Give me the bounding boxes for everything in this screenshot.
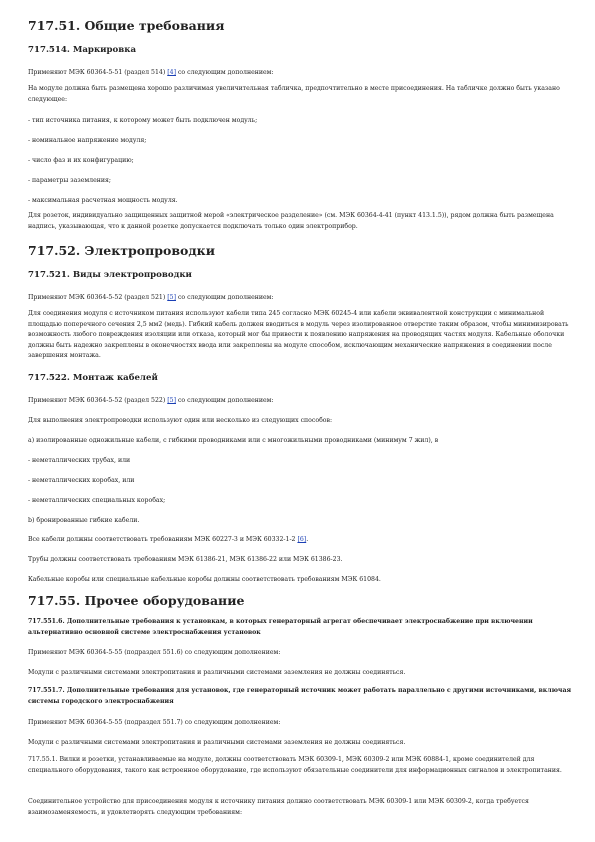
- cable-standards-suffix: .: [306, 536, 309, 543]
- connector-paragraph: Соединительное устройство для присоединения модуля к источнику питания должно соответствовать МЭК 60309-1 или МЭК 60309-2, когда требуется взаимозаменяемость, и удовлетворять следующим требованиям:: [28, 798, 529, 816]
- reference-link-5[interactable]: [5]: [167, 294, 176, 301]
- method-b: b) бронированные гибкие кабели.: [28, 517, 140, 524]
- apply-521: [28, 293, 573, 304]
- reference-link-4[interactable]: [4]: [167, 69, 176, 76]
- section-522-heading: 717.522. Монтаж кабелей: [28, 373, 158, 383]
- cable-paragraph: Для соединения модуля с источником питания используют кабели типа 245 согласно МЭК 60245-4 или кабели эквивалентной конструкции с минимальной площадью поперечного сечения 2,5 мм2 (медь). Гибкий кабель должен вводиться в модуль через изолированное отверстие таким образом, чтобы минимизировать возможность любого повреждения изоляции или отказа, который мог бы привести к появлению напряжения на проводящих частях модуля. Кабельные оболочки должны быть надежно закреплены в оконечностях ввода или закреплены на модуле способом, исключающим механические напряжения в соединении после завершения монтажа.: [28, 310, 569, 359]
- trunking-standards: Кабельные коробы или специальные кабельные коробы должны соответствовать требованиям МЭК 61084.: [28, 576, 381, 583]
- list-item: - неметаллических трубах, или: [28, 457, 131, 464]
- section-521-heading: 717.521. Виды электропроводки: [28, 270, 192, 280]
- list-item: - максимальная расчетная мощность модуля.: [28, 197, 178, 204]
- clause-551-7: 717.551.7. Дополнительные требования для установок, где генераторный источник может работать параллельно с другими источниками, включая системы городского электроснабжения: [28, 687, 572, 705]
- apply-suffix: со следующим дополнением:: [176, 294, 274, 301]
- apply-514: [28, 68, 573, 79]
- section-52-title: 717.52. Электропроводки: [28, 243, 215, 258]
- earthing-note-2: Модули с различными системами электропитания и различными системами заземления не должны соединяться.: [28, 739, 406, 746]
- list-item: - номинальное напряжение модуля;: [28, 137, 147, 144]
- apply-suffix: со следующим дополнением:: [176, 69, 274, 76]
- reference-link-6[interactable]: [6]: [297, 536, 307, 543]
- section-55-title: 717.55. Прочее оборудование: [28, 593, 245, 608]
- list-item: - тип источника питания, к которому может быть подключен модуль;: [28, 117, 258, 124]
- apply-text: Применяют МЭК 60364-5-51 (раздел 514): [28, 69, 168, 76]
- cable-standards-text: Все кабели должны соответствовать требованиям МЭК 60227-3 и МЭК 60332-1-2: [28, 536, 298, 543]
- apply-suffix: со следующим дополнением:: [176, 397, 274, 404]
- list-item: - неметаллических специальных коробах;: [28, 497, 166, 504]
- conduit-standards: Трубы должны соответствовать требованиям МЭК 61386-21, МЭК 61386-22 или МЭК 61386-23.: [28, 556, 343, 563]
- section-51-title: 717.51. Общие требования: [28, 18, 225, 33]
- section-514-heading: 717.514. Маркировка: [28, 45, 137, 55]
- apply-551-6: Применяют МЭК 60364-5-55 (подраздел 551.6) со следующим дополнением:: [28, 649, 281, 656]
- cable-standards: [28, 535, 573, 546]
- list-item: - неметаллических коробах, или: [28, 477, 135, 484]
- socket-paragraph: Для розеток, индивидуально защищенных защитной мерой «электрическое разделение» (см. МЭК 60364-4-41 (пункт 413.1.5)), рядом должна быть размещена надпись, указывающая, что к данной розетке допускается подключать только один электроприбор.: [28, 212, 554, 230]
- wiring-methods-intro: Для выполнения электропроводки используют один или несколько из следующих способов:: [28, 417, 333, 424]
- marking-paragraph: На модуле должна быть размещена хорошо различимая увеличительная табличка, предпочтительно в месте присоединения. На табличке должно быть указано следующее:: [28, 85, 560, 103]
- reference-link-5[interactable]: [5]: [167, 397, 176, 404]
- apply-522: [28, 396, 573, 407]
- apply-text: Применяют МЭК 60364-5-52 (раздел 522): [28, 397, 168, 404]
- earthing-note-1: Модули с различными системами электропитания и различными системами заземления не должны соединяться.: [28, 669, 406, 676]
- clause-55-1: 717.55.1. Вилки и розетки, устанавливаемые на модуле, должны соответствовать МЭК 60309-1, МЭК 60309-2 или МЭК 60884-1, кроме соединителей для специального оборудования, такого как встроенное оборудование, где используют обязательные соединители для информационных сигналов и электропитания.: [28, 756, 562, 774]
- list-item: - параметры заземления;: [28, 177, 112, 184]
- method-a: а) изолированные одножильные кабели, с гибкими проводниками или с многожильными проводниками (минимум 7 жил), в: [28, 437, 439, 444]
- apply-text: Применяют МЭК 60364-5-52 (раздел 521): [28, 294, 168, 301]
- apply-551-7: Применяют МЭК 60364-5-55 (подраздел 551.7) со следующим дополнением:: [28, 719, 281, 726]
- list-item: - число фаз и их конфигурацию;: [28, 157, 134, 164]
- clause-551-6: 717.551.6. Дополнительные требования к установкам, в которых генераторный агрегат обеспечивает электроснабжение при включении альтернативно основной системе электроснабжения установок: [28, 618, 533, 636]
